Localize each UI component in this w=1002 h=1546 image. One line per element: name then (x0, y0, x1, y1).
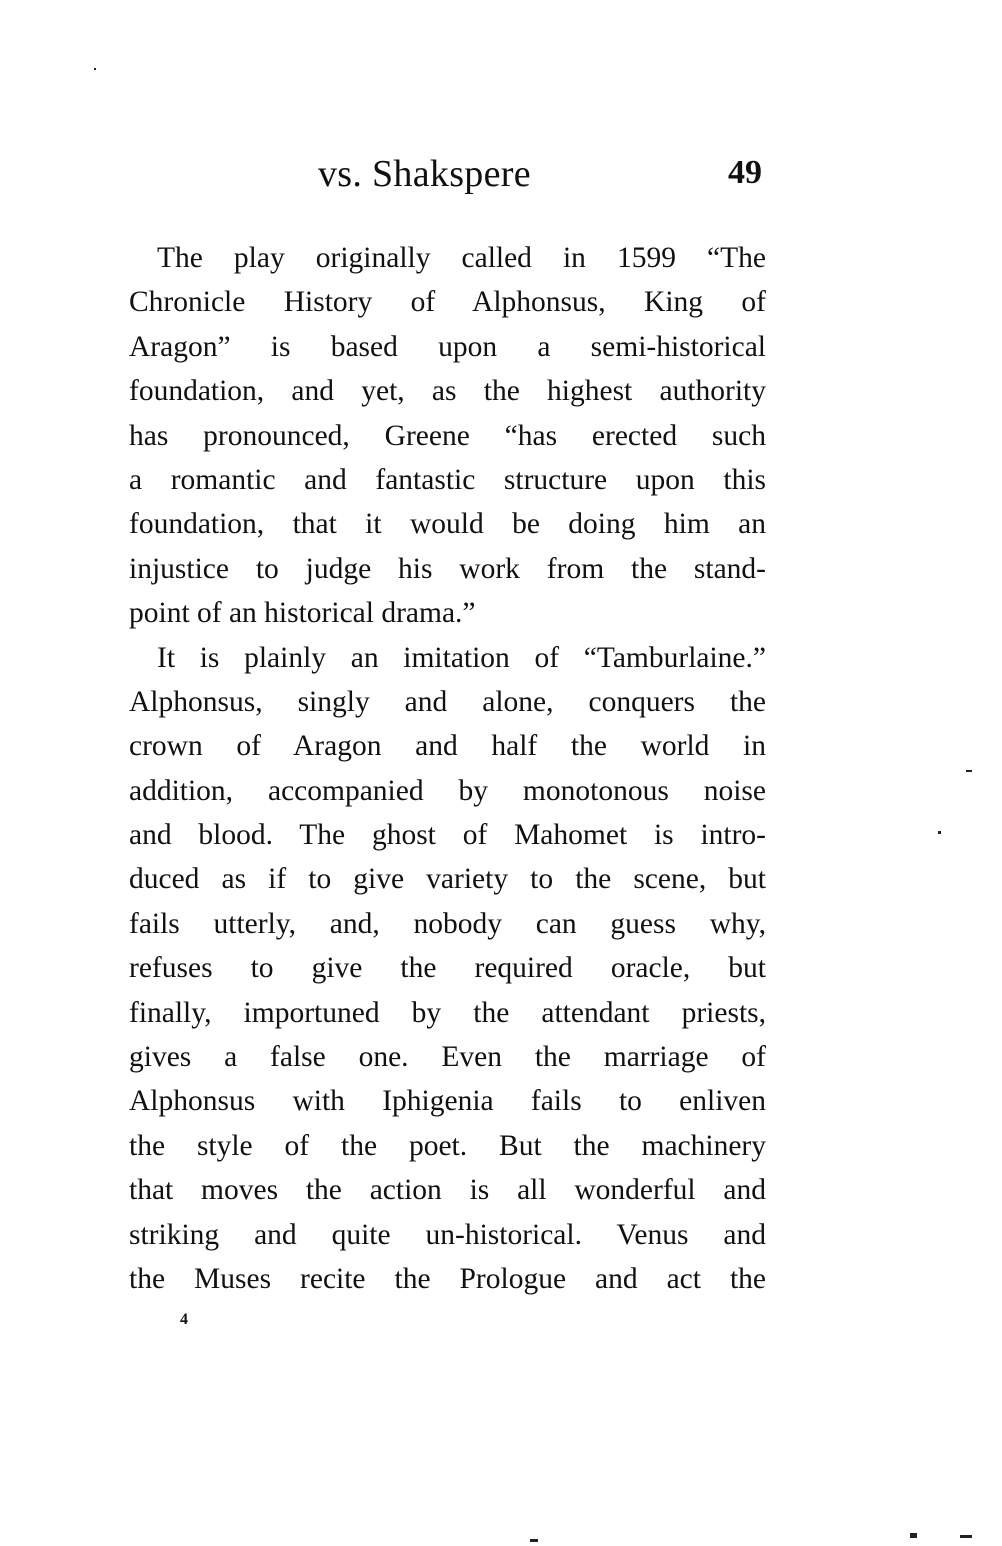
text-line: Chronicle History of Alphonsus, King of (129, 286, 766, 319)
text-line: foundation, that it would be doing him an (129, 508, 766, 541)
text-line: the style of the poet. But the machinery (129, 1129, 766, 1162)
text-line: crown of Aragon and half the world in (129, 730, 766, 763)
scan-speck (960, 1535, 972, 1538)
text-line: gives a false one. Even the marriage of (129, 1041, 766, 1074)
running-title: vs. Shakspere (318, 153, 531, 195)
text-line: addition, accompanied by monotonous noise (129, 774, 766, 807)
text-line: duced as if to give variety to the scene, but (129, 863, 766, 896)
text-line: finally, importuned by the attendant priests, (129, 996, 766, 1029)
text-line: and blood. The ghost of Mahomet is intro- (129, 819, 766, 852)
scan-speck (966, 770, 972, 772)
text-line: Aragon” is based upon a semi-historical (129, 330, 766, 363)
scan-speck (530, 1539, 538, 1542)
scan-speck (94, 68, 96, 70)
text-line: Alphonsus with Iphigenia fails to enliven (129, 1085, 766, 1118)
page-number: 49 (728, 154, 762, 191)
paragraph-1 (129, 236, 766, 636)
text-line: has pronounced, Greene “has erected such (129, 419, 766, 452)
text-line: foundation, and yet, as the highest authority (129, 375, 766, 408)
paragraph-2 (129, 636, 766, 1302)
signature-mark: 4 (180, 1311, 188, 1328)
text-line: injustice to judge his work from the stand- (129, 552, 766, 585)
text-line: It is plainly an imitation of “Tamburlaine.” (157, 641, 766, 674)
text-line: refuses to give the required oracle, but (129, 952, 766, 985)
scan-speck (910, 1533, 917, 1538)
scan-speck (938, 831, 941, 834)
text-line: The play originally called in 1599 “The (157, 242, 766, 274)
text-line: a romantic and fantastic structure upon this (129, 463, 766, 496)
body-text (129, 236, 766, 1301)
text-line: the Muses recite the Prologue and act the (129, 1262, 766, 1295)
text-line: that moves the action is all wonderful and (129, 1174, 766, 1207)
text-line: striking and quite un-historical. Venus and (129, 1218, 766, 1251)
running-header (0, 152, 1002, 202)
text-line: fails utterly, and, nobody can guess why, (129, 907, 766, 940)
text-line: point of an historical drama.” (129, 597, 476, 630)
text-line: Alphonsus, singly and alone, conquers the (129, 685, 766, 718)
